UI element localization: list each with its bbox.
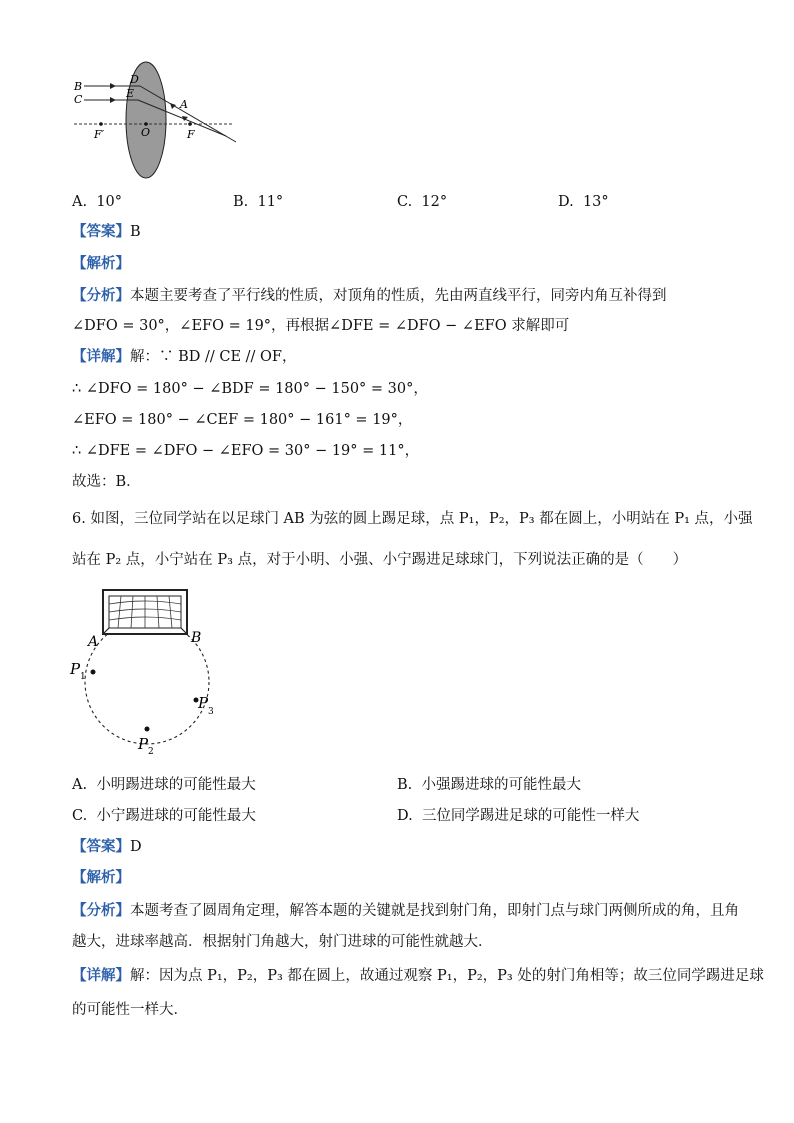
q6-option-b: B. 小强踢进球的可能性最大 (397, 777, 581, 793)
q5-option-a: A. 10° (72, 194, 123, 210)
label-Fprime: F′ (94, 128, 105, 141)
label-B: B (74, 80, 83, 93)
q5-step2: ∠EFO = 180° − ∠CEF = 180° − 161° = 19°， (72, 412, 413, 428)
point-F (188, 122, 192, 126)
q6-analysis-heading: 【解析】 (72, 869, 130, 886)
q6-xiangjie-line1: 【详解】解：因为点 P₁，P₂，P₃ 都在圆上，故通过观察 P₁，P₂，P₃ 处的射门角相等；故三位同学踢进足球 (72, 967, 764, 984)
q6-stem-line1: 6. 如图，三位同学站在以足球门 AB 为弦的圆上踢足球，点 P₁，P₂，P₃ 都在圆上，小明站在 P₁ 点，小强 (72, 511, 753, 527)
q5-option-b: B. 11° (233, 194, 284, 210)
q5-fenxi-line1: 【分析】本题主要考查了平行线的性质，对顶角的性质，先由两直线平行，同旁内角互补得到 (72, 287, 667, 304)
label-D: D (130, 73, 139, 86)
label-C: C (74, 93, 83, 106)
q6-option-c: C. 小宁踢进球的可能性最大 (72, 808, 256, 824)
ray-arrow-icon (110, 83, 116, 89)
q6-option-a: A. 小明踢进球的可能性最大 (72, 777, 256, 793)
q5-fenxi-line2: ∠DFO = 30°，∠EFO = 19°，再根据∠DFE = ∠DFO − ∠EFO 求解即可 (72, 318, 570, 334)
label-A: A (180, 98, 188, 111)
soccer-goal-icon (103, 590, 187, 634)
q6-stem-line2: 站在 P₂ 点，小宁站在 P₃ 点，对于小明、小强、小宁踢进足球球门，下列说法正确的是（ ） (72, 552, 688, 568)
q5-step3: ∴ ∠DFE = ∠DFO − ∠EFO = 30° − 19° = 11°， (72, 443, 420, 459)
label-P1-sub: 1 (80, 672, 86, 682)
point-Fp (99, 122, 103, 126)
label-P1: P (70, 660, 81, 678)
q5-analysis-heading: 【解析】 (72, 255, 130, 272)
point-P1 (91, 670, 96, 675)
goal-circle-figure (66, 584, 226, 764)
q5-xiangjie-line1: 【详解】解：∵ BD // CE // OF， (72, 348, 297, 365)
q6-answer: 【答案】D (72, 838, 142, 855)
q6-option-d: D. 三位同学踢进足球的可能性一样大 (397, 808, 640, 824)
label-P2-sub: 2 (148, 747, 154, 757)
q5-option-d: D. 13° (558, 194, 609, 210)
q6-fenxi-line2: 越大，进球率越高．根据射门角越大，射门进球的可能性就越大． (72, 934, 493, 950)
label-P2: P (138, 735, 149, 753)
ray-arrow-icon (110, 97, 116, 103)
label-P3: P (198, 694, 209, 712)
q5-option-c: C. 12° (397, 194, 448, 210)
label-F: F (187, 128, 195, 141)
q5-step1: ∴ ∠DFO = 180° − ∠BDF = 180° − 150° = 30°， (72, 381, 428, 397)
label-B: B (191, 630, 202, 646)
q5-answer: 【答案】B (72, 223, 141, 240)
label-O: O (141, 126, 151, 139)
label-P3-sub: 3 (208, 707, 214, 717)
label-E: E (126, 87, 135, 100)
label-A: A (88, 634, 99, 650)
point-P2 (145, 727, 150, 732)
q6-xiangjie-line2: 的可能性一样大． (72, 1002, 188, 1018)
q5-conclusion: 故选：B． (72, 474, 141, 490)
q6-fenxi-line1: 【分析】本题考查了圆周角定理，解答本题的关键就是找到射门角，即射门点与球门两侧所成的角，且角 (72, 902, 739, 919)
lens-figure (66, 60, 246, 182)
